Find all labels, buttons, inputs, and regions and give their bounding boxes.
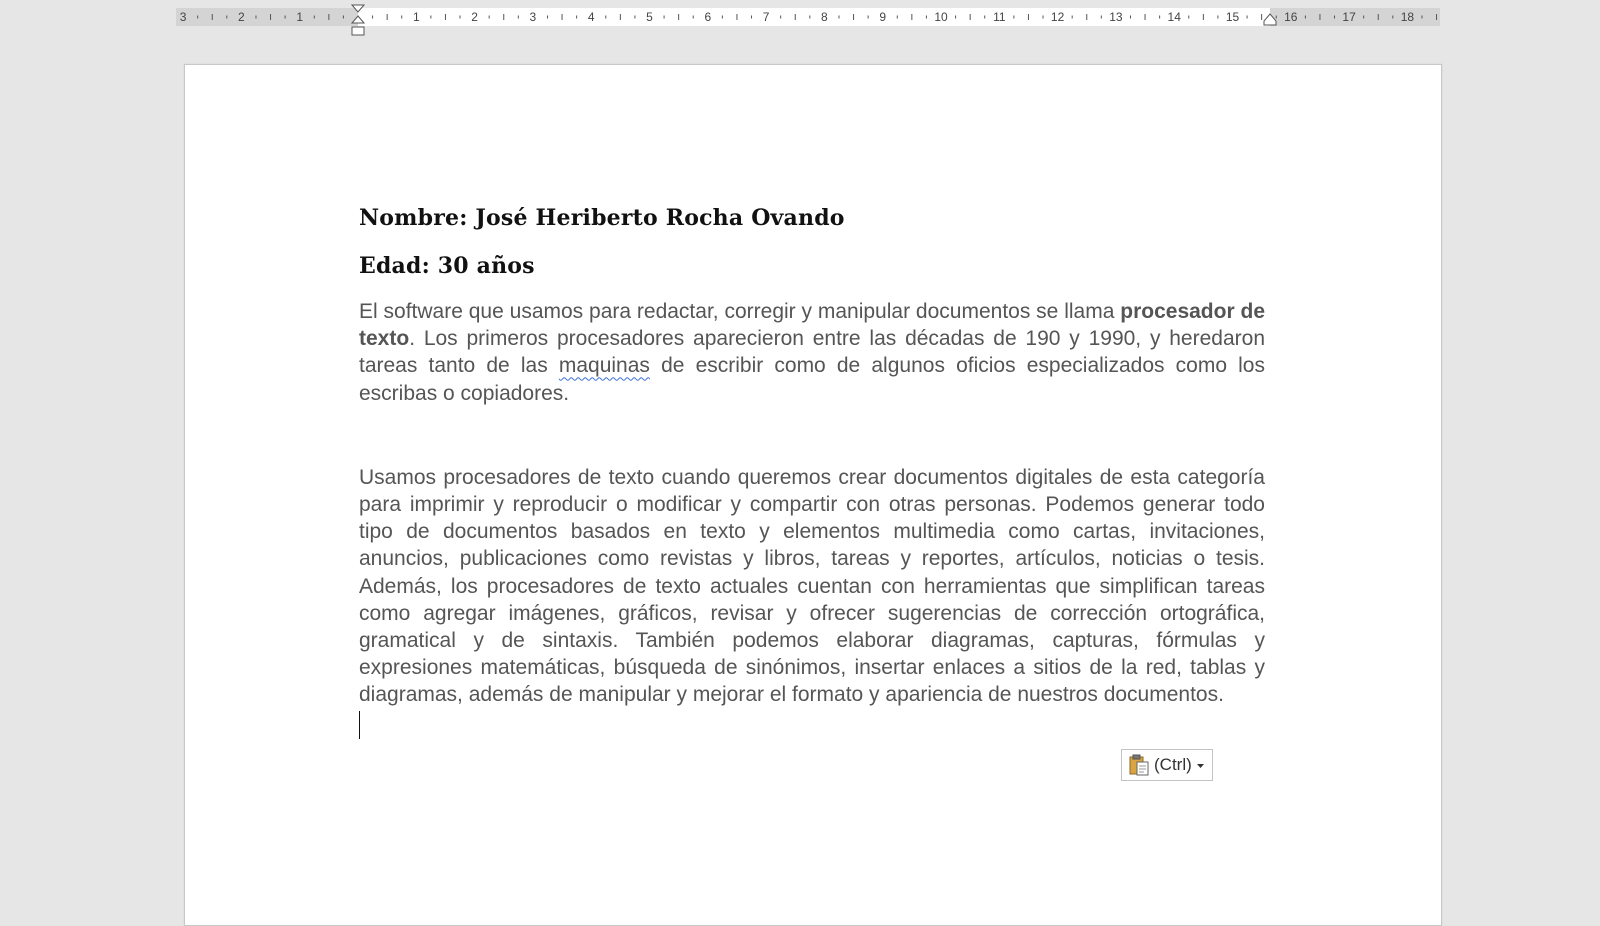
ruler-scale (176, 8, 1440, 26)
para1-text-a: El software que usamos para redactar, corregir y manipular documentos se llama (359, 300, 1121, 323)
paste-options-label: (Ctrl) (1154, 755, 1192, 774)
ruler-label: 15 (1225, 10, 1240, 24)
horizontal-ruler[interactable] (176, 8, 1440, 26)
document-body[interactable] (359, 203, 1265, 739)
ruler-label: 2 (238, 10, 245, 24)
ruler-label: 9 (879, 10, 887, 24)
ruler-label: 8 (821, 10, 828, 24)
ruler-label: 14 (1167, 10, 1181, 24)
ruler-label: 3 (179, 10, 187, 24)
name-line[interactable]: Nombre: José Heriberto Rocha Ovando (359, 205, 845, 231)
paste-options-button[interactable] (1121, 749, 1213, 781)
ruler-label: 6 (704, 10, 712, 24)
para1-text-c: de escribir como de algunos oficios especializados como los escribas o copiadores. (359, 354, 1265, 405)
ruler-label: 7 (762, 10, 770, 24)
ruler-label: 12 (1050, 10, 1065, 24)
paragraph-2[interactable]: Usamos procesadores de texto cuando queremos crear documentos digitales de esta categoría para imprimir y reproducir o modificar y compartir con otras personas. Podemos generar todo tipo de documentos basados en texto y elementos multimedia como cartas, invitaciones, anuncios, publicaciones como revistas y libros, tareas y reportes, artículos, noticias o tesis. Además, los procesadores de texto actuales cuentan con herramientas que simplifican tareas como agregar imágenes, gráficos, revisar y ofrecer sugerencias de corrección ortográfica, gramatical y de sintaxis. También podemos elaborar diagramas, capturas, fórmulas y expresiones matemáticas, búsqueda de sinónimos, insertar enlaces a sitios de la red, tablas y diagramas, además de manipular y mejorar el formato y apariencia de nuestros documentos. (359, 465, 1265, 707)
ruler-label: 1 (412, 10, 420, 24)
ruler-label: 10 (934, 10, 948, 24)
ruler-label: 18 (1400, 10, 1415, 24)
age-line[interactable]: Edad: 30 años (359, 253, 535, 279)
ruler-label: 4 (587, 10, 595, 24)
para1-bold-term: procesador de texto (359, 300, 1265, 351)
hanging-indent-marker[interactable] (351, 15, 365, 39)
ruler-label: 2 (471, 10, 478, 24)
ruler-label: 16 (1284, 10, 1298, 24)
document-page[interactable] (184, 64, 1442, 926)
text-cursor (359, 711, 360, 739)
clipboard-icon (1127, 753, 1151, 777)
ruler-label: 13 (1109, 10, 1123, 24)
spellcheck-word[interactable]: maquinas (558, 354, 650, 378)
para1-text-b: . Los primeros procesadores aparecieron entre las décadas de 190 y 1990, y heredaron tareas tanto de las (359, 327, 1265, 378)
ruler-label: 5 (646, 10, 653, 24)
paragraph-1[interactable] (359, 298, 1265, 407)
ruler-label: 3 (529, 10, 537, 24)
ruler-label: 11 (993, 10, 1006, 24)
right-indent-marker[interactable] (1263, 13, 1277, 27)
ruler-label: 17 (1342, 10, 1356, 24)
chevron-down-icon (1196, 761, 1205, 770)
ruler-label: 1 (296, 10, 304, 24)
